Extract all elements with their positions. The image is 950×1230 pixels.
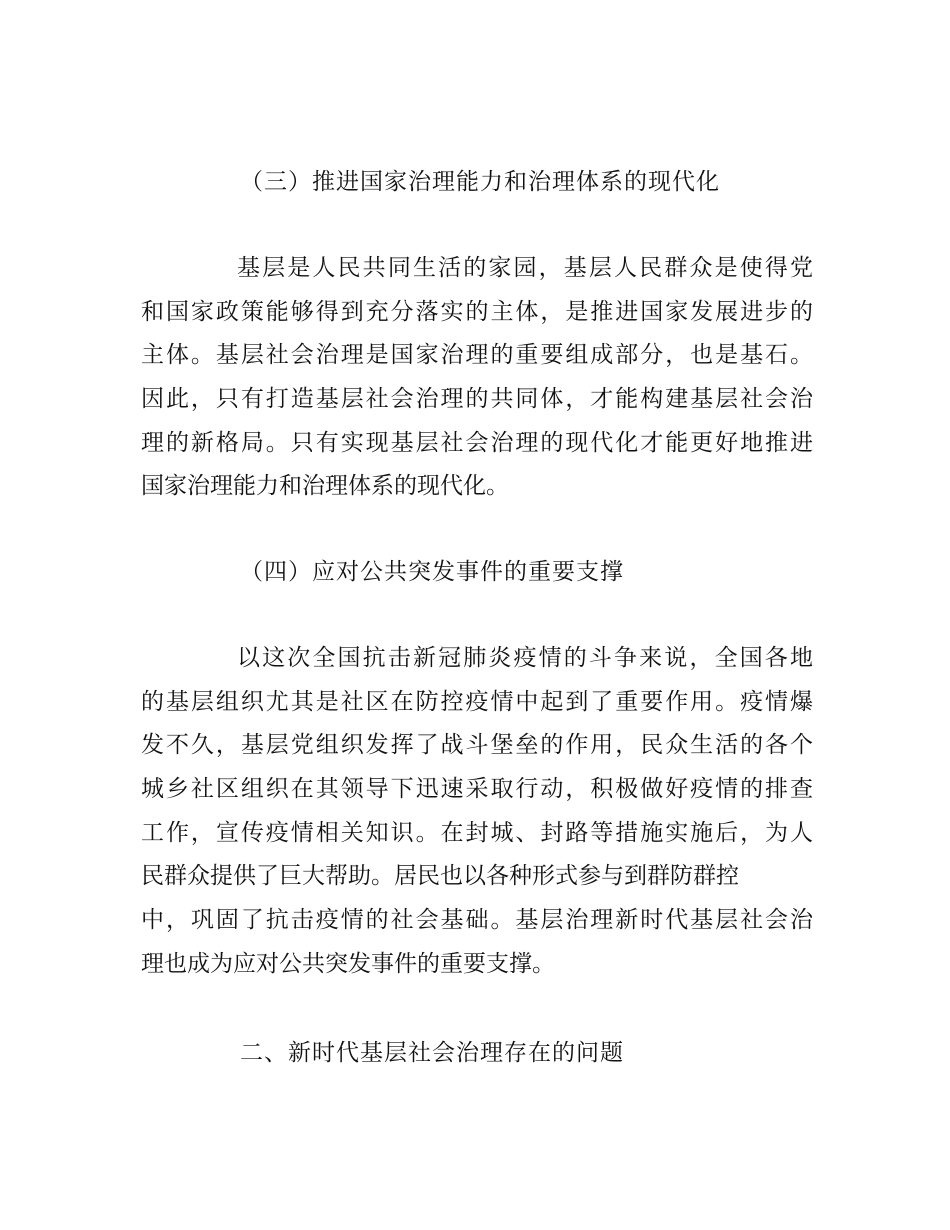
section-heading-two: 二、新时代基层社会治理存在的问题 [240,1040,624,1066]
paragraph-line: 以这次全国抗击新冠肺炎疫情的斗争来说，全国各地 [237,645,813,671]
paragraph-line: 城乡社区组织在其领导下迅速采取行动，积极做好疫情的排查 [141,776,813,803]
paragraph-line: 基层是人民共同生活的家园，基层人民群众是使得党 [237,255,813,281]
section-4-paragraph [141,637,813,987]
section-heading-3: （三）推进国家治理能力和治理体系的现代化 [240,169,720,195]
paragraph-line: 理也成为应对公共突发事件的重要支撑。 [141,950,555,977]
paragraph-line: 发不久，基层党组织发挥了战斗堡垒的作用，民众生活的各个 [141,732,813,759]
paragraph-line: 理的新格局。只有实现基层社会治理的现代化才能更好地推进 [141,429,813,456]
paragraph-line: 国家治理能力和治理体系的现代化。 [141,473,509,500]
paragraph-line: 和国家政策能够得到充分落实的主体，是推进国家发展进步的 [141,298,813,325]
paragraph-line: 中，巩固了抗击疫情的社会基础。基层治理新时代基层社会治 [141,907,813,934]
paragraph-line: 的基层组织尤其是社区在防控疫情中起到了重要作用。疫情爆 [141,688,813,715]
section-heading-4: （四）应对公共突发事件的重要支撑 [240,559,624,585]
paragraph-line: 民群众提供了巨大帮助。居民也以各种形式参与到群防群控 [141,863,739,890]
paragraph-line: 主体。基层社会治理是国家治理的重要组成部分，也是基石。 [141,342,813,369]
paragraph-line: 工作，宣传疫情相关知识。在封城、封路等措施实施后，为人 [141,819,813,846]
paragraph-line: 因此，只有打造基层社会治理的共同体，才能构建基层社会治 [141,386,813,413]
section-3-paragraph [141,247,813,509]
